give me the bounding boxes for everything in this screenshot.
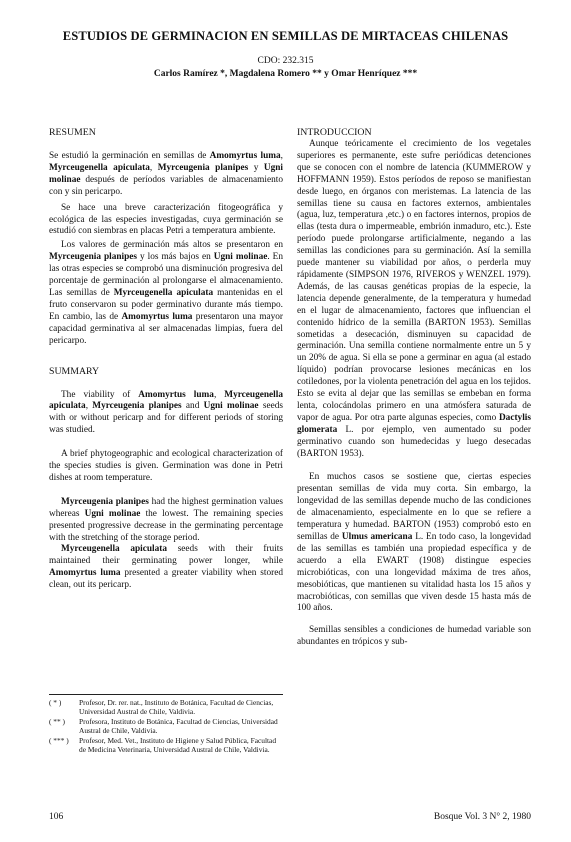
text-run: seeds with or without pericarp and for different periods of storing was studied. <box>49 401 283 436</box>
summary-paragraph-3 <box>49 497 283 545</box>
article-title: ESTUDIOS DE GERMINACION EN SEMILLAS DE MIRTACEAS CHILENAS <box>62 29 509 43</box>
species-name: Myrceugenia planipes <box>49 252 138 263</box>
text-run: Aunque teóricamente el crecimiento de los vegetales superiores es permanente, este sufre periódicas detenciones que se conocen con el nombre de latencia (KUMMEROW y HOFFMANN 1959). Estos períodos de reposo se manifiestan desde luego, en órganos con meristemas. La latencia de las semillas tiene su causa en factores externos, ambientales (agua, luz, temperatura ,etc.) o en factores internos, propios de ellas (testa dura o impermeable, embrión inmaduro, etc.). Este período puede prolongarse artificialmente, negando a las semillas las condiciones para su germinación. Así la semilla puede mantener su viabilidad por años, o perderla muy rápidamente (SIMPSON 1976, RIVEROS y WENZEL 1979). Además, de las causas genéticas propias de la especie, la latencia depende generalmente, de la temperatura y humedad en el lugar de almacenamiento, factores que influencian el contenido hídrico de la semilla (BARTON 1953). Semillas sometidas a desecación, disminuyen su capacidad de germinación. Una semilla contiene normalmente entre un 5 y un 20% de agua. Si ella se pone a germinar en agua (al estado líquido) podrían provocarse lesiones mecánicas en los cotiledones, por la violenta penetración del agua en los tejidos. Esto se evita al dejar que las semillas se embeban en forma lenta, colocándolas primero en una atmósfera saturada de vapor de agua. Por otra parte algunas especies, como <box>297 139 531 423</box>
species-name: Ugni molinae <box>203 401 259 412</box>
species-name: Amomyrtus luma <box>49 568 121 579</box>
introduccion-heading: INTRODUCCION <box>297 127 372 138</box>
page-number: 106 <box>49 812 64 822</box>
introduccion-paragraph-2 <box>297 472 531 615</box>
text-run: mantenidas en el fruto conservaron su poder germinativo durante más tiempo. En cambio, las de <box>49 287 284 322</box>
text-run: , <box>85 401 93 412</box>
species-name: Myrceugenella apiculata <box>49 389 283 412</box>
footnote-3 <box>49 737 283 754</box>
text-run: The viability of <box>61 389 139 400</box>
text-run: Los valores de germinación más altos se presentaron en <box>61 240 283 251</box>
introduccion-paragraph-3 <box>297 625 531 649</box>
species-name: Ugni molinae <box>49 162 283 185</box>
resumen-paragraph-3 <box>49 240 283 347</box>
cdo-code: CDO: 232.315 <box>257 56 314 66</box>
species-name: Amomyrtus luma <box>209 151 281 161</box>
footnote-2 <box>49 718 283 735</box>
text-run: Se estudió la germinación en semillas de <box>49 151 210 161</box>
text-run: the lowest. The remaining species presented progressive decrease in the germinating percentage with the stretching of the storage period. <box>49 508 283 543</box>
summary-paragraph-4 <box>49 544 283 592</box>
footnote-text: Profesora, Instituto de Botánica, Facultad de Ciencias, Universidad Austral de Chile, Valdivia. <box>79 717 278 735</box>
text-run: presentaron una mayor capacidad germinativa al ser almacenadas limpias, fuera del pericarpo. <box>49 311 284 346</box>
species-name: Myrceugenia planipes <box>92 401 182 412</box>
introduccion-paragraph-1 <box>297 139 531 460</box>
summary-heading: SUMMARY <box>49 365 100 377</box>
text-run: had the highest germination values whereas <box>49 496 283 519</box>
species-name: Ulmus americana <box>341 532 413 542</box>
text-run: presented a greater viability when stored clean, out its pericarp. <box>49 568 284 591</box>
resumen-paragraph-1 <box>49 151 283 199</box>
species-name: Ugni molinae <box>213 252 268 263</box>
text-run: A brief phytogeographic and ecological characterization of the species studies is given. Germination was done in Petri dishes at room temperature. <box>49 449 283 483</box>
text-run: and <box>181 401 204 412</box>
resumen-heading: RESUMEN <box>49 127 96 138</box>
footnote-mark: ( * ) <box>49 698 62 707</box>
text-run: , <box>213 389 225 400</box>
text-run: , <box>149 162 158 173</box>
footnote-mark: ( *** ) <box>49 736 69 746</box>
species-name: Myrceugenella apiculata <box>61 544 168 555</box>
text-run: . En las otras especies se comprobó una disminución progresiva del porcentaje de germinación al prolongarse el almacenamiento. Las semillas de <box>49 252 283 298</box>
text-run: Se hace una breve caracterización fitogeográfica y ecológica de las especies investigadas, cuya germinación se estudió con siembras en placas Petri a temperatura ambiente. <box>49 202 283 237</box>
summary-paragraph-2 <box>49 449 283 485</box>
footnote-text: Profesor, Med. Vet., Instituto de Higiene y Salud Pública, Facultad de Medicina Veterinaria, Universidad Austral de Chile, Valdivia. <box>79 736 277 754</box>
footnote-1 <box>49 699 283 716</box>
species-name: Myrceugenella apiculata <box>49 162 150 173</box>
author-line: Carlos Ramírez *, Magdalena Romero ** y Omar Henríquez *** <box>153 69 418 79</box>
species-name: Ugni molinae <box>84 508 141 519</box>
species-name: Myrceugenia planipes <box>157 162 249 173</box>
footnotes <box>49 694 283 757</box>
text-run: En muchos casos se sostiene que, ciertas especies presentan semillas de vida muy corta. Sin embargo, la longevidad de las semillas depende mucho de las condiciones de almacenamiento, especialmente en lo que se refiere a temperatura y humedad. BARTON (1953) comprobó esto en semillas de <box>297 472 531 542</box>
text-run: L. por ejemplo, ven aumentado su poder germinativo cuando son humedecidas y luego desecadas (BARTON 1953). <box>297 424 531 459</box>
text-run: Semillas sensibles a condiciones de humedad variable son abundantes en trópicos y sub- <box>297 625 531 648</box>
species-name: Amomyrtus luma <box>138 389 214 400</box>
species-name: Dactylis glomerata <box>297 412 531 435</box>
resumen-paragraph-2 <box>49 203 283 239</box>
text-run: después de períodos variables de almacenamiento con y sin pericarpo. <box>49 174 283 197</box>
text-run: y los más bajos en <box>137 252 214 263</box>
species-name: Myrceugenia planipes <box>61 496 149 507</box>
text-run: seeds with their fruits maintained their germinating power longer, while <box>49 544 283 567</box>
species-name: Myrceugenella apiculata <box>113 287 214 298</box>
right-column <box>297 127 531 649</box>
left-column <box>49 127 283 592</box>
text-run: L. En todo caso, la longevidad de las semillas es también una propiedad específica y de acuerdo a ella EWART (1908) distingue especies microbióticas, con una longevidad máxima de tres años, mesobióticas, que mantienen su vitalidad hasta los 15 años y macrobióticas, con semillas que viven desde 15 hasta más de 100 años. <box>297 532 531 614</box>
summary-paragraph-1 <box>49 390 283 438</box>
text-run: , <box>280 151 283 161</box>
footnote-mark: ( ** ) <box>49 717 66 727</box>
species-name: Amomyrtus luma <box>121 311 193 322</box>
journal-citation: Bosque Vol. 3 N° 2, 1980 <box>433 812 531 822</box>
text-run: y <box>248 162 264 173</box>
footnote-text: Profesor, Dr. rer. nat., Instituto de Botánica, Facultad de Ciencias, Universidad Austral de Chile, Valdivia. <box>79 698 274 716</box>
